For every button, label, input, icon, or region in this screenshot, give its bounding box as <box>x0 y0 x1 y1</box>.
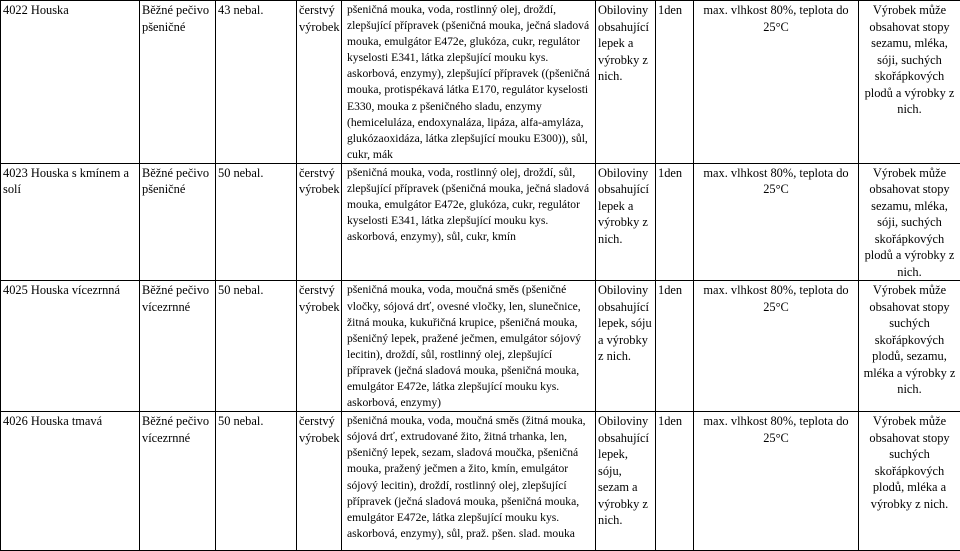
product-composition: pšeničná mouka, voda, moučná směs (pšeničné vločky, sójová drť, ovesné vločky, len, slunečnice, žitná mouka, kukuřičná krupice, pšeničná mouka, pšeničný lepek, pražené ječmen, emulgátor sójový lecitin), droždí, sůl, rostlinný olej, zlepšující přípravek (ječná sladová mouka, pšeničná mouka, emulgátor E472e, látka zlepšující mouku kys. askorbová, enzymy) <box>342 281 596 412</box>
product-type: čerstvý výrobek <box>297 412 342 551</box>
table-row <box>1 1 960 164</box>
product-type: čerstvý výrobek <box>297 1 342 164</box>
product-storage: max. vlhkost 80%, teplota do 25°C <box>694 412 859 551</box>
product-composition: pšeničná mouka, voda, moučná směs (žitná mouka, sójová drť, extrudované žito, žitná trhanka, len, pšeničný lepek, sezam, sladová moučka, pšeničná mouka, pražený ječmen a žito, kmín, emulgátor sójový lecitin), droždí, rostlinný olej, zlepšující přípravek (ječná sladová mouka, pšeničná mouka, emulgátor E472e, látka zlepšující mouku kys. askorbová, enzymy), sůl, praž. pšen. slad. mouka <box>342 412 596 551</box>
product-code-name: 4022 Houska <box>1 1 140 164</box>
product-category: Běžné pečivo vícezrnné <box>140 281 216 412</box>
product-weight: 50 nebal. <box>216 412 297 551</box>
product-shelf-life: 1den <box>656 163 694 281</box>
product-type: čerstvý výrobek <box>297 281 342 412</box>
product-category: Běžné pečivo pšeničné <box>140 1 216 164</box>
product-shelf-life: 1den <box>656 412 694 551</box>
product-allergens: Obiloviny obsahující lepek a výrobky z nich. <box>596 163 656 281</box>
product-composition: pšeničná mouka, voda, rostlinný olej, droždí, zlepšující přípravek (pšeničná mouka, ječná sladová mouka, emulgátor E472e, glukóza, cukr, regulátor kyselosti E341, látka zlepšující mouku kys. askorbová, enzymy), zlepšující přípravek ((pšeničná mouka, protispékavá látka E170, regulátor kyselosti E330, mouka z pšeničného sladu, enzymy (hemiceluláza, endoxynaláza, lipáza, alfa-amyláza, glukózaoxidáza, látka zlepšující mouku E300)), sůl, cukr, mák <box>342 1 596 164</box>
product-code-name: 4026 Houska tmavá <box>1 412 140 551</box>
product-weight: 50 nebal. <box>216 163 297 281</box>
product-storage: max. vlhkost 80%, teplota do 25°C <box>694 1 859 164</box>
product-traces: Výrobek může obsahovat stopy suchých skořápkových plodů, mléka a výrobky z nich. <box>859 412 960 551</box>
table-row <box>1 412 960 551</box>
product-traces: Výrobek může obsahovat stopy suchých skořápkových plodů, sezamu, mléka a výrobky z nich. <box>859 281 960 412</box>
product-weight: 43 nebal. <box>216 1 297 164</box>
product-storage: max. vlhkost 80%, teplota do 25°C <box>694 163 859 281</box>
product-shelf-life: 1den <box>656 281 694 412</box>
product-code-name: 4025 Houska vícezrnná <box>1 281 140 412</box>
product-category: Běžné pečivo pšeničné <box>140 163 216 281</box>
product-code-name: 4023 Houska s kmínem a solí <box>1 163 140 281</box>
product-type: čerstvý výrobek <box>297 163 342 281</box>
product-weight: 50 nebal. <box>216 281 297 412</box>
product-traces: Výrobek může obsahovat stopy sezamu, mléka, sóji, suchých skořápkových plodů a výrobky z nich. <box>859 1 960 164</box>
table-row <box>1 163 960 281</box>
product-composition: pšeničná mouka, voda, rostlinný olej, droždí, sůl, zlepšující přípravek (pšeničná mouka, ječná sladová mouka, emulgátor E472e, glukóza, cukr, regulátor kyselosti E341, látka zlepšující mouku kys. askorbová, enzymy), sůl, cukr, kmín <box>342 163 596 281</box>
product-shelf-life: 1den <box>656 1 694 164</box>
product-storage: max. vlhkost 80%, teplota do 25°C <box>694 281 859 412</box>
product-traces: Výrobek může obsahovat stopy sezamu, mléka, sóji, suchých skořápkových plodů a výrobky z nich. <box>859 163 960 281</box>
product-allergens: Obiloviny obsahující lepek, sóju, sezam a výrobky z nich. <box>596 412 656 551</box>
product-category: Běžné pečivo vícezrnné <box>140 412 216 551</box>
product-allergens: Obiloviny obsahující lepek a výrobky z nich. <box>596 1 656 164</box>
product-allergens: Obiloviny obsahující lepek, sóju a výrobky z nich. <box>596 281 656 412</box>
table-row <box>1 281 960 412</box>
